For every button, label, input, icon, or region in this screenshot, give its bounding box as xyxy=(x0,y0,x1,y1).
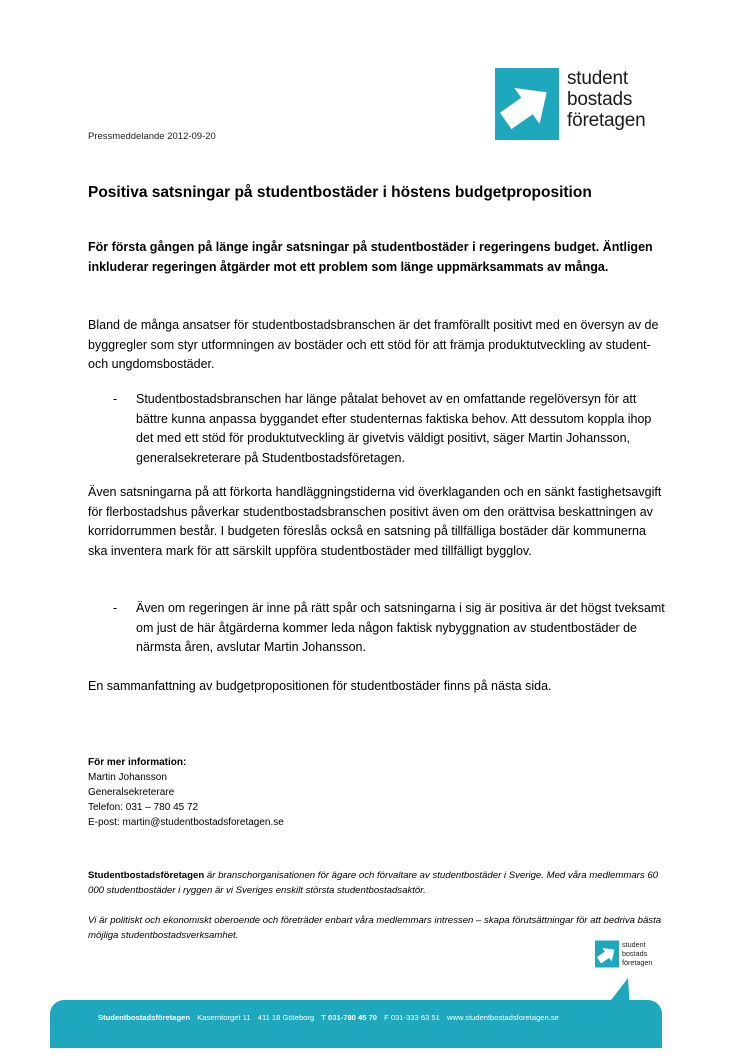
logo-small-line-3: företagen xyxy=(622,958,653,967)
logo-line-2: bostads xyxy=(567,89,633,110)
contact-heading: För mer information: xyxy=(88,757,187,768)
brand-logo-small xyxy=(595,940,665,972)
quote-dash-2: - xyxy=(113,601,118,615)
footer-fax: F 031-333 63 51 xyxy=(384,1013,440,1022)
lead-paragraph: För första gången på länge ingår satsningar på studentbostäder i regeringens budget. Äntligen inkluderar regeringen åtgärder mot ett problem som länge uppmärksammats av många. xyxy=(88,240,653,274)
body-paragraph-1: Bland de många ansatser för studentbostadsbranschen är det framförallt positivt med en översyn av de byggregler som styr utformningen av bostäder och ett stöd för att främja produktutveckling av student- och ungdomsbostäder. xyxy=(88,318,659,371)
footer-postal: 411 18 Göteborg xyxy=(257,1013,315,1022)
footer-text xyxy=(98,1013,564,1022)
body-paragraph-3: En sammanfattning av budgetpropositionen för studentbostäder finns på nästa sida. xyxy=(88,679,552,693)
footer-phone: T 031-780 45 70 xyxy=(321,1013,378,1022)
footer-bar xyxy=(50,1000,662,1048)
footer-address: Kaserntorget 11 xyxy=(197,1013,251,1022)
contact-block xyxy=(88,755,284,830)
quote-dash-1: - xyxy=(113,392,118,406)
quote-paragraph-1: Studentbostadsbranschen har länge påtalat behovet av en omfattande regelöversyn för att bättre kunna anpassa byggandet efter studenternas faktiska behov. Att dessutom koppla ihop det med ett stöd för produktutveckling är givetvis väldigt positivt, säger Martin Johansson, generalsekreterare på Studentbostadsföretagen. xyxy=(136,392,652,465)
logo-wordmark-small xyxy=(622,940,652,967)
about-text-1: är branschorganisationen för ägare och förvaltare av studentbostäder i Sverige. Med våra medlemmars 60 000 studentbostäder i ryggen är vi Sveriges enskilt största studentbostadsaktör. xyxy=(88,870,659,896)
about-paragraph-2: Vi är politiskt och ekonomiskt oberoende och företräder enbart våra medlemmars intressen – skapa förutsättningar för att bedriva bästa möjliga studentbostadsverksamhet. xyxy=(88,915,662,941)
press-date: Pressmeddelande 2012-09-20 xyxy=(88,131,216,142)
logo-line-1: student xyxy=(567,68,628,89)
arrow-logo-small-icon xyxy=(595,940,619,968)
about-paragraph-1 xyxy=(88,868,668,898)
contact-role: Generalsekreterare xyxy=(88,787,175,798)
page-title: Positiva satsningar på studentbostäder i höstens budgetproposition xyxy=(88,184,592,201)
logo-small-line-1: student xyxy=(622,940,646,949)
footer-web[interactable]: www.studentbostadsforetagen.se xyxy=(447,1013,559,1022)
logo-line-3: företagen xyxy=(567,110,646,131)
body-paragraph-2: Även satsningarna på att förkorta handläggningstiderna vid överklaganden och en sänkt fastighetsavgift för flerbostadshus påverkar studentbostadsbranschen positivt även om den orättvisa beskattningen av korridorrummen består. I budgeten föreslås också en satsning på tillfälliga bostäder där kommunerna ska inventera mark för att särskilt uppföra studentbostäder med tillfälligt bygglov. xyxy=(88,485,662,558)
quote-paragraph-2: Även om regeringen är inne på rätt spår och satsningarna i sig är positiva är det högst tveksamt om just de här åtgärderna kommer leda någon faktisk nybyggnation av studentbostäder de närmsta åren, avslutar Martin Johansson. xyxy=(136,601,665,654)
contact-email[interactable]: E-post: martin@studentbostadsforetagen.se xyxy=(88,817,284,828)
contact-name: Martin Johansson xyxy=(88,772,167,783)
logo-wordmark xyxy=(567,68,646,131)
arrow-logo-icon xyxy=(495,68,559,140)
brand-logo xyxy=(495,68,665,140)
about-org-name: Studentbostadsföretagen xyxy=(88,870,205,881)
footer xyxy=(50,1000,662,1056)
logo-small-line-2: bostads xyxy=(622,949,648,958)
contact-phone: Telefon: 031 – 780 45 72 xyxy=(88,802,199,813)
footer-org: Studentbostadsföretagen xyxy=(98,1013,190,1022)
